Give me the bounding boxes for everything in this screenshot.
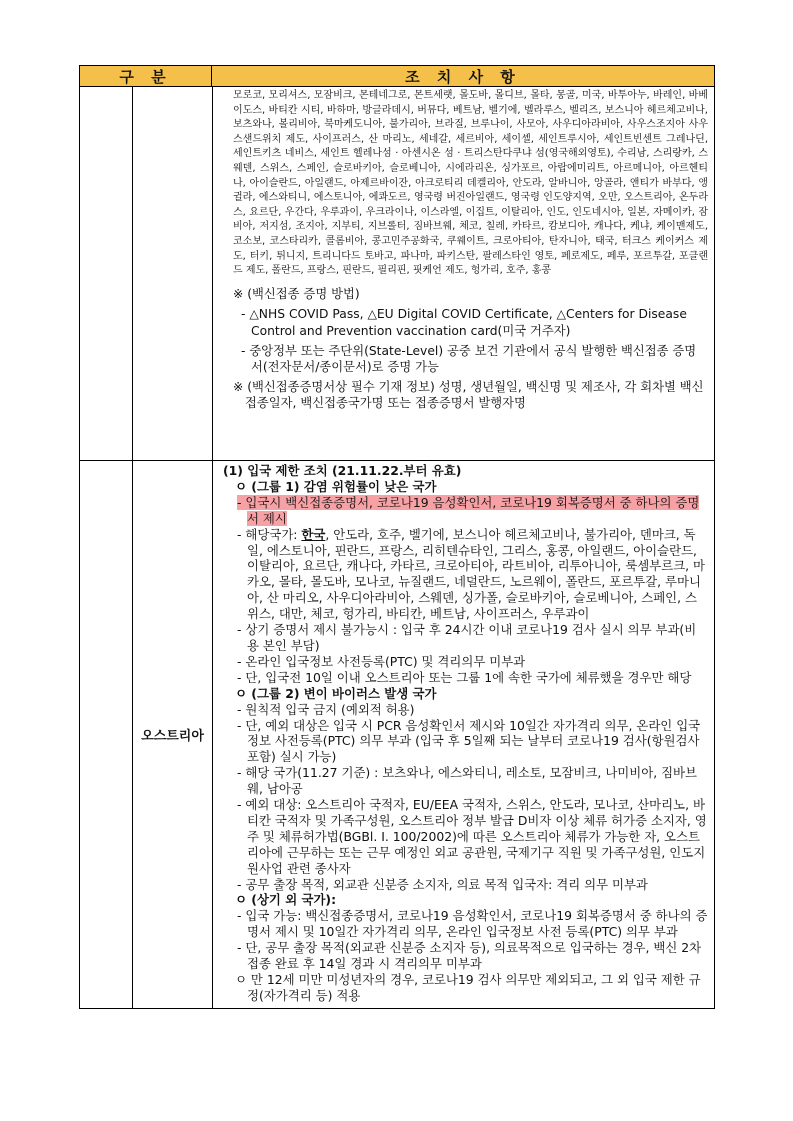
table-row <box>80 87 714 461</box>
header-category: 구 분 <box>80 66 212 86</box>
proof-item: - △NHS COVID Pass, △EU Digital COVID Certificate, △Centers for Disease Control and Prevention vaccination card(미국 거주자) <box>241 307 687 338</box>
group1-item: - 온라인 입국정보 사전등록(PTC) 및 격리의무 미부과 <box>237 653 526 669</box>
korea-highlight: 한국 <box>301 526 326 542</box>
header-measures: 조 치 사 항 <box>405 67 521 86</box>
group2-item: - 해당 국가(11.27 기준) : 보츠와나, 에스와티니, 레소토, 모잠비크, 나미비아, 짐바브웨, 남아공 <box>237 765 697 797</box>
other-countries-title: ㅇ (상기 외 국가): <box>235 892 337 908</box>
table-header <box>80 66 714 87</box>
group1-countries: - 해당국가: 한국, 안도라, 호주, 벨기에, 보스니아 헤르체고비나, 불가리아, 덴마크, 독일, 에스토니아, 핀란드, 프랑스, 리히텐슈타인, 그리스, 홍콩, 아일랜드, 아이슬란드, 이탈리아, 요르단, 캐나다, 카타르, 크로아티아, 라트비아, 리투아니아, 룩셈부르크, 마카오, 몰타, 몰도바, 모나코, 뉴질랜드, 네덜란드, 노르웨이, 폴란드, 포르투갈, 루마니아, 산 마리오, 사우디아라비아, 스웨덴, 싱가폴, 슬로바키아, 슬로베니아, 스페인, 스위스, 대만, 체코, 헝가리, 바티칸, 베트남, 사이프러스, 우루과이 <box>237 526 706 622</box>
group1-item <box>221 495 708 527</box>
group2-title: ㅇ (그룹 2) 변이 바이러스 발생 국가 <box>235 685 437 701</box>
group2-item: - 공무 출장 목적, 외교관 신분증 소지자, 의료 목적 입국자: 격리 의무 미부과 <box>237 876 648 892</box>
measures-cell <box>213 461 714 1008</box>
country-name: 오스트리아 <box>133 461 213 1008</box>
category-cell <box>133 87 213 460</box>
group1-item: - 단, 입국전 10일 이내 오스트리아 또는 그룹 1에 속한 국가에 체류했을 경우만 해당 <box>237 669 692 685</box>
section-title: (1) 입국 제한 조치 (21.11.22.부터 유효) <box>223 463 462 478</box>
country-list: 모로코, 모리셔스, 모잠비크, 몬테네그로, 몬트세랫, 몰도바, 몰디브, 몰타, 몽골, 미국, 바투아누, 바레인, 바베이도스, 바티칸 시티, 바하마, 방글라데시, 버뮤다, 베트남, 벨기에, 벨라루스, 벨리즈, 보스니아 헤르체고비나, 보츠와나, 볼리비아, 북마케도니아, 불가리아, 브라질, 브루나이, 사모아, 사우디아라비아, 사우스조지아 사우스샌드위치 제도, 사이프러스, 산 마리노, 세네갈, 세르비아, 세이셸, 세인트루시아, 세인트빈센트 그레나딘, 세인트키츠 네비스, 세인트 헬레나섬 · 아센시온 섬 · 트리스탄다쿠냐 섬(영국해외영토), 수리남, 스리랑카, 스웨덴, 스위스, 스페인, 슬로바키아, 슬로베니아, 시에라리온, 싱가포르, 아랍에미리트, 아르메니아, 아르헨티나, 아이슬란드, 아일랜드, 아제르바이잔, 아크로티리 데켈리아, 안도라, 알바니아, 앙골라, 앤티가 바부다, 앵귈라, 에스와티니, 에스토니아, 에콰도르, 영국령 버진아일랜드, 영국령 인도양지역, 오만, 오스트리아, 온두라스, 요르단, 우간다, 우루과이, 우크라이나, 이스라엘, 이집트, 이탈리아, 인도, 인도네시아, 일본, 자메이카, 잠비아, 저지섬, 조지아, 지부티, 지브롤터, 짐바브웨, 체코, 칠레, 카타르, 캄보디아, 캐나다, 케냐, 케이맨제도, 코소보, 코스타리카, 콜롬비아, 콩고민주공화국, 쿠웨이트, 크로아티아, 탄자니아, 태국, 터크스 케이커스 제도, 터키, 튀니지, 트리니다드 토바고, 파나마, 파키스탄, 팔레스타인 영토, 페로제도, 페루, 포르투갈, 포클랜드 제도, 폴란드, 프랑스, 핀란드, 필리핀, 핏케언 제도, 헝가리, 호주, 홍콩 <box>233 90 708 277</box>
other-item: - 입국 가능: 백신접종증명서, 코로나19 음성확인서, 코로나19 회복증명서 중 하나의 증명서 제시 및 10일간 자가격리 의무, 온라인 입국정보 사전 등록(PTC) 의무 부과 <box>237 908 708 940</box>
proof-title: ※ (백신접종 증명 방법) <box>233 286 360 301</box>
required-info-note: ※ (백신접종증명서상 필수 기재 정보) 성명, 생년월일, 백신명 및 제조사, 각 회차별 백신접종일자, 백신접종국가명 또는 접종증명서 발행자명 <box>233 379 704 411</box>
group2-item: - 단, 예외 대상은 입국 시 PCR 음성확인서 제시와 10일간 자가격리 의무, 온라인 입국정보 사전등록(PTC) 의무 부과 (입국 후 5일째 되는 날부터 코로나19 검사(항원검사 포함) 실시 가능) <box>237 717 701 765</box>
other-item: - 단, 공무 출장 목적(외교관 신분증 소지자 등), 의료목적으로 입국하는 경우, 백신 2차 접종 완료 후 14일 경과 시 격리의무 미부과 <box>237 940 702 972</box>
highlighted-requirement: - 입국시 백신접종증명서, 코로나19 음성확인서, 코로나19 회복증명서 중 하나의 증명서 제시 <box>237 494 700 526</box>
proof-item: - 중앙정부 또는 주단위(State-Level) 공중 보건 기관에서 공식 발행한 백신접종 증명서(전자문서/종이문서)로 증명 가능 <box>241 343 697 375</box>
table-row <box>80 461 714 1008</box>
group1-title: ㅇ (그룹 1) 감염 위험률이 낮은 국가 <box>235 478 437 494</box>
minor-note: ㅇ 만 12세 미만 미성년자의 경우, 코로나19 검사 의무만 제외되고, 그 외 입국 제한 규정(자가격리 등) 적용 <box>235 972 701 1003</box>
measures-table <box>79 65 715 1009</box>
group2-item: - 원칙적 입국 금지 (예외적 허용) <box>237 701 415 717</box>
group1-item: - 상기 증명서 제시 불가능시 : 입국 후 24시간 이내 코로나19 검사 실시 의무 부과(비용 본인 부담) <box>237 622 697 653</box>
group2-item: - 예외 대상: 오스트리아 국적자, EU/EEA 국적자, 스위스, 안도라, 모나코, 산마리노, 바티칸 국적자 및 가족구성원, 오스트리아 정부 발급 D비자 이상 체류 허가증 소지자, 영주 및 체류허가법(BGBl. I. 100/2002)에 따른 오스트리아 체류가 가능한 자, 오스트리아에 근무하는 또는 근무 예정인 외교 공관원, 국제기구 직원 및 가족구성원, 인도지원사업 관련 종사자 <box>237 797 707 876</box>
measures-cell <box>213 87 714 460</box>
